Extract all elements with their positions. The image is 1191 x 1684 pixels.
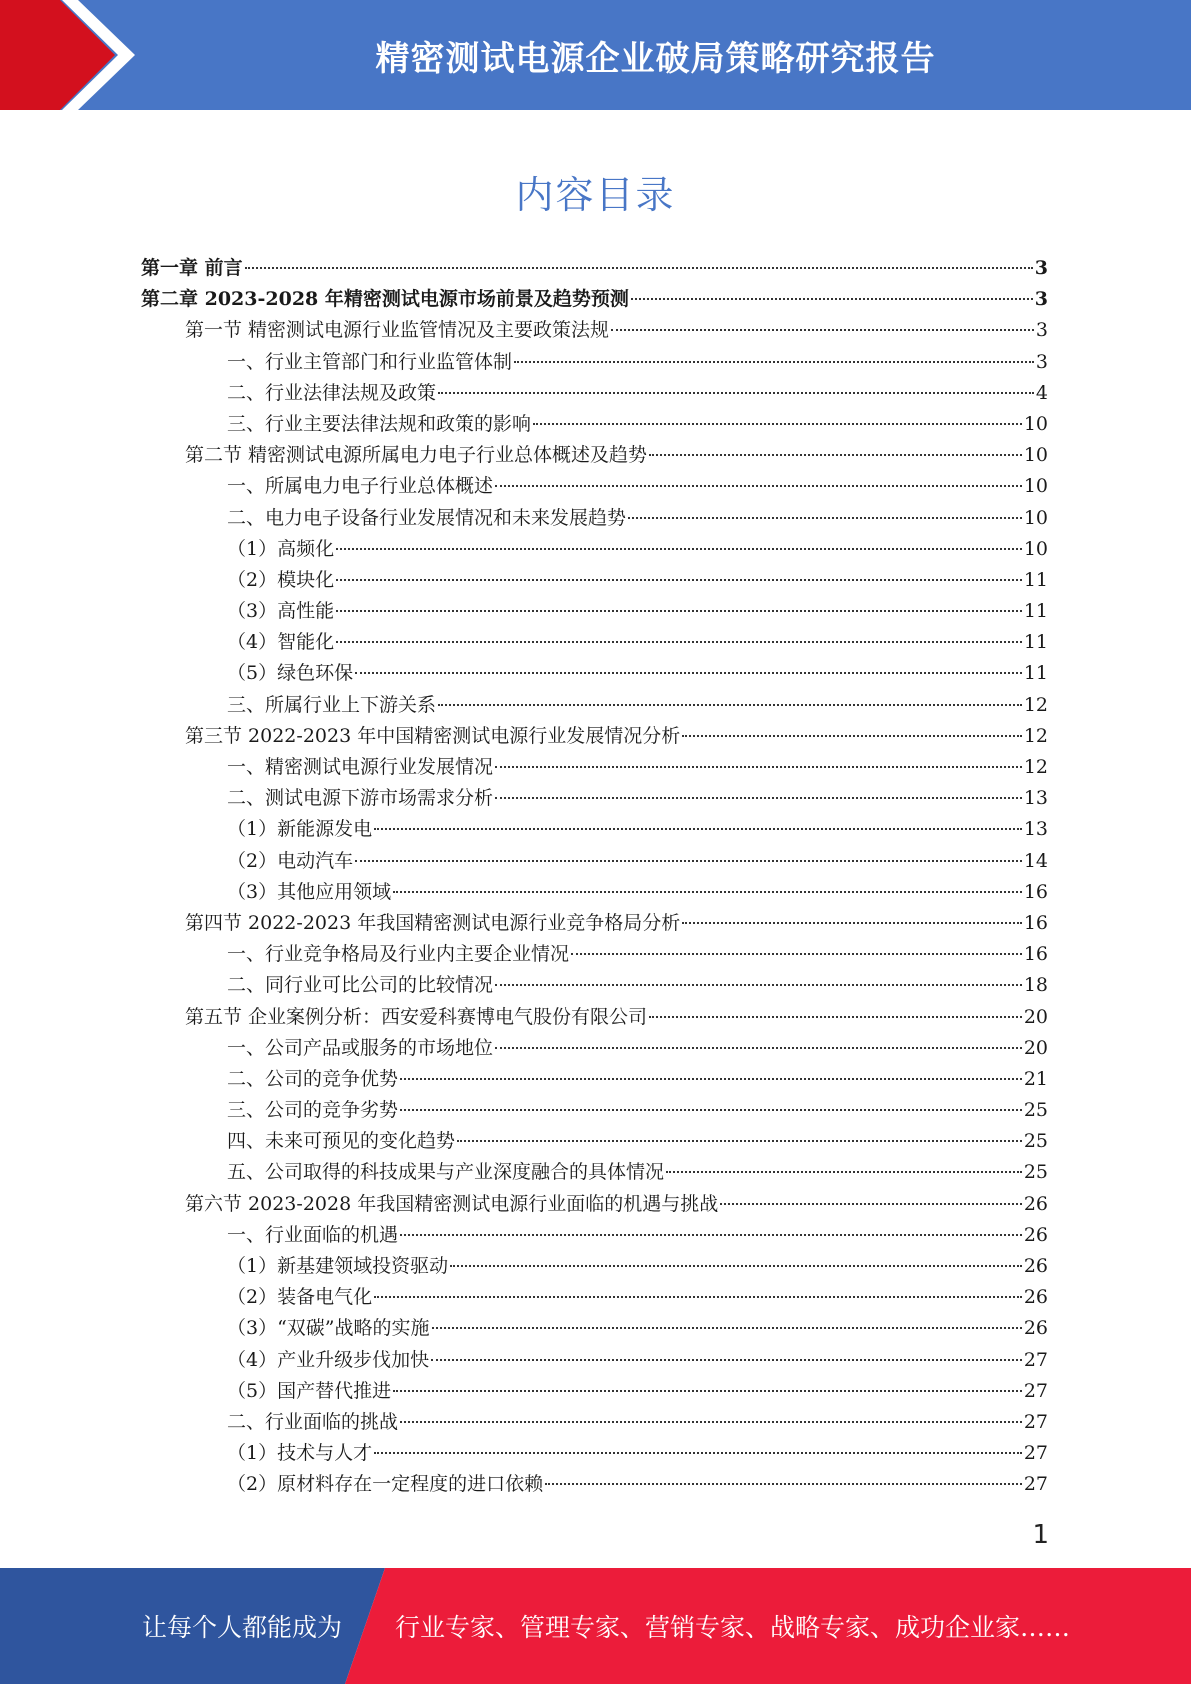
toc-entry-page: 3 [1035,319,1048,342]
toc-leader-dots [514,361,1034,363]
footer-band [0,1568,1191,1684]
toc-entry-label: （1）技术与人才 [227,1442,373,1465]
toc-entry[interactable] [141,253,1048,284]
toc-leader-dots [336,641,1022,643]
toc-entry-page: 27 [1023,1410,1048,1433]
toc-entry-page: 16 [1023,880,1048,903]
toc-entry[interactable] [141,1064,1048,1095]
toc-entry-label: （4）产业升级步伐加快 [227,1348,430,1371]
toc-title: 内容目录 [515,173,676,217]
toc-entry-page: 11 [1023,568,1048,591]
table-of-contents [141,253,1048,1501]
toc-leader-dots [400,1078,1022,1080]
toc-entry-label: 二、同行业可比公司的比较情况 [227,974,494,997]
toc-entry-label: 一、所属电力电子行业总体概述 [227,475,494,498]
toc-leader-dots [457,1140,1022,1142]
toc-entry-page: 26 [1023,1255,1048,1277]
toc-leader-dots [438,392,1034,394]
toc-entry-label: 第一节 精密测试电源行业监管情况及主要政策法规 [185,319,610,342]
toc-entry[interactable] [141,627,1048,658]
toc-entry-page: 4 [1035,381,1048,404]
footer-slogan-right: 行业专家、管理专家、营销专家、战略专家、成功企业家…… [395,1613,1071,1642]
toc-entry[interactable] [141,1313,1048,1344]
toc-entry-label: 第六节 2023-2028 年我国精密测试电源行业面临的机遇与挑战 [185,1192,719,1215]
toc-entry-label: 一、公司产品或服务的市场地位 [227,1036,494,1059]
toc-entry[interactable] [141,565,1048,596]
footer-slogan-left: 让每个人都能成为 [142,1613,343,1642]
toc-entry-label: （2）原材料存在一定程度的进口依赖 [227,1473,544,1496]
toc-leader-dots [649,454,1022,456]
toc-entry-label: 二、测试电源下游市场需求分析 [227,787,494,810]
toc-entry[interactable] [141,1033,1048,1064]
toc-leader-dots [666,1171,1022,1173]
toc-leader-dots [374,828,1022,830]
toc-entry-label: （4）智能化 [227,631,335,654]
toc-entry-label: （1）高频化 [227,537,335,560]
report-title: 精密测试电源企业破局策略研究报告 [375,38,936,79]
toc-entry-page: 20 [1023,1005,1048,1028]
toc-leader-dots [431,1359,1022,1361]
toc-entry-label: 一、精密测试电源行业发展情况 [227,756,494,778]
toc-entry-label: 第二节 精密测试电源所属电力电子行业总体概述及趋势 [185,444,648,467]
toc-entry-page: 27 [1023,1442,1048,1465]
toc-entry-page: 13 [1023,787,1048,810]
toc-leader-dots [571,953,1022,955]
toc-entry-page: 11 [1023,600,1048,623]
toc-entry-label: 第四节 2022-2023 年我国精密测试电源行业竞争格局分析 [185,911,681,934]
toc-entry-page: 10 [1023,475,1048,498]
toc-leader-dots [400,1109,1022,1111]
toc-entry[interactable] [141,1469,1048,1500]
toc-leader-dots [611,329,1034,331]
toc-entry-page: 10 [1023,412,1048,435]
toc-entry-page: 13 [1023,818,1048,841]
toc-entry-page: 16 [1023,943,1048,966]
toc-entry-page: 3 [1034,257,1048,279]
toc-leader-dots [682,735,1022,737]
toc-entry-page: 14 [1023,849,1048,872]
toc-entry-page: 27 [1023,1348,1048,1371]
toc-entry[interactable] [141,1251,1048,1282]
toc-leader-dots [393,891,1022,893]
toc-leader-dots [495,1047,1022,1049]
toc-leader-dots [336,579,1022,581]
toc-leader-dots [450,1265,1022,1267]
header-band [0,0,1191,110]
toc-entry-page: 3 [1034,288,1048,311]
toc-entry[interactable] [141,690,1048,721]
toc-leader-dots [533,423,1022,425]
toc-entry-page: 26 [1023,1192,1048,1215]
toc-entry-page: 27 [1023,1379,1048,1402]
toc-entry-page: 3 [1035,350,1048,373]
toc-leader-dots [720,1203,1022,1205]
toc-leader-dots [374,1296,1022,1298]
toc-leader-dots [631,298,1033,300]
toc-entry-page: 10 [1023,506,1048,529]
toc-entry[interactable] [141,1157,1048,1188]
toc-leader-dots [495,485,1022,487]
toc-entry[interactable] [141,1407,1048,1438]
toc-entry[interactable] [141,1438,1048,1469]
toc-entry[interactable] [141,1126,1048,1157]
toc-entry-label: 二、电力电子设备行业发展情况和未来发展趋势 [227,506,627,529]
toc-leader-dots [355,860,1022,862]
toc-entry[interactable] [141,440,1048,471]
toc-entry[interactable] [141,596,1048,627]
toc-leader-dots [336,610,1022,612]
toc-entry[interactable] [141,1282,1048,1313]
toc-leader-dots [432,1327,1022,1329]
toc-leader-dots [682,922,1022,924]
toc-entry[interactable] [141,409,1048,440]
toc-entry-page: 25 [1023,1130,1048,1153]
toc-entry-label: （5）绿色环保 [227,662,354,685]
toc-entry-label: 第三节 2022-2023 年中国精密测试电源行业发展情况分析 [185,724,681,747]
toc-leader-dots [545,1483,1022,1485]
toc-entry-page: 25 [1023,1161,1048,1184]
toc-entry[interactable] [141,1220,1048,1251]
page-number: 1 [1032,1520,1049,1550]
toc-entry[interactable] [141,1345,1048,1376]
toc-entry-label: （2）电动汽车 [227,849,354,872]
toc-entry-page: 11 [1023,631,1048,654]
toc-leader-dots [649,1016,1022,1018]
toc-entry-label: （3）其他应用领域 [227,880,392,903]
toc-entry-label: （5）国产替代推进 [227,1379,392,1402]
toc-entry-label: 第一章 前言 [141,257,243,279]
toc-entry-page: 12 [1023,724,1048,747]
toc-entry[interactable] [141,284,1048,315]
toc-entry-label: 三、公司的竞争劣势 [227,1099,399,1122]
toc-entry[interactable] [141,1002,1048,1033]
toc-entry[interactable] [141,846,1048,877]
toc-entry-label: 三、所属行业上下游关系 [227,693,437,716]
toc-leader-dots [400,1234,1022,1236]
toc-entry-label: 一、行业竞争格局及行业内主要企业情况 [227,943,570,966]
toc-entry-page: 25 [1023,1099,1048,1122]
toc-entry-label: 二、行业面临的挑战 [227,1410,399,1433]
toc-entry[interactable] [141,721,1048,752]
toc-entry-label: （3）高性能 [227,600,335,623]
toc-leader-dots [495,984,1022,986]
toc-entry[interactable] [141,658,1048,689]
toc-entry-page: 27 [1023,1473,1048,1496]
toc-entry-label: （1）新能源发电 [227,818,373,841]
toc-entry-page: 26 [1023,1317,1048,1340]
toc-entry[interactable] [141,378,1048,409]
toc-entry-label: 二、公司的竞争优势 [227,1067,399,1090]
toc-entry-label: 四、未来可预见的变化趋势 [227,1130,456,1153]
toc-entry[interactable] [141,315,1048,346]
toc-entry-label: 五、公司取得的科技成果与产业深度融合的具体情况 [227,1161,665,1184]
toc-entry[interactable] [141,939,1048,970]
toc-entry[interactable] [141,534,1048,565]
toc-entry-page: 18 [1023,974,1048,997]
toc-entry-page: 16 [1023,911,1048,934]
toc-entry-page: 26 [1023,1223,1048,1246]
toc-entry-page: 12 [1023,756,1048,778]
toc-entry-label: （1）新基建领域投资驱动 [227,1255,449,1277]
toc-leader-dots [336,548,1022,550]
toc-leader-dots [245,267,1033,269]
toc-entry-page: 26 [1023,1286,1048,1309]
toc-entry[interactable] [141,471,1048,502]
toc-entry-label: （2）装备电气化 [227,1286,373,1309]
toc-entry-label: 三、行业主要法律法规和政策的影响 [227,412,532,435]
toc-entry-page: 10 [1023,537,1048,560]
toc-leader-dots [355,672,1022,674]
toc-entry[interactable] [141,814,1048,845]
toc-entry[interactable] [141,503,1048,534]
toc-entry-label: 二、行业法律法规及政策 [227,381,437,404]
toc-entry[interactable] [141,970,1048,1001]
toc-entry[interactable] [141,347,1048,378]
toc-entry-page: 10 [1023,444,1048,467]
toc-entry-label: 一、行业面临的机遇 [227,1223,399,1246]
toc-entry[interactable] [141,752,1048,783]
toc-entry-label: 一、行业主管部门和行业监管体制 [227,350,513,373]
toc-leader-dots [400,1421,1022,1423]
toc-entry-label: 第五节 企业案例分析：西安爱科赛博电气股份有限公司 [185,1005,648,1028]
header-chevron-icon [0,0,160,110]
toc-entry-page: 21 [1023,1067,1048,1090]
toc-leader-dots [495,766,1022,768]
toc-entry-label: 第二章 2023-2028 年精密测试电源市场前景及趋势预测 [141,288,629,311]
toc-entry-page: 11 [1023,662,1048,685]
toc-entry-label: （3）“双碳”战略的实施 [227,1317,430,1340]
toc-entry-page: 12 [1023,693,1048,716]
toc-entry-label: （2）模块化 [227,568,335,591]
toc-leader-dots [374,1452,1022,1454]
toc-entry-page: 20 [1023,1036,1048,1059]
toc-leader-dots [438,704,1022,706]
toc-entry[interactable] [141,908,1048,939]
toc-entry[interactable] [141,1095,1048,1126]
toc-entry[interactable] [141,1376,1048,1407]
toc-entry[interactable] [141,783,1048,814]
toc-leader-dots [393,1390,1022,1392]
toc-leader-dots [495,797,1022,799]
toc-entry[interactable] [141,877,1048,908]
toc-leader-dots [628,517,1022,519]
toc-entry[interactable] [141,1189,1048,1220]
